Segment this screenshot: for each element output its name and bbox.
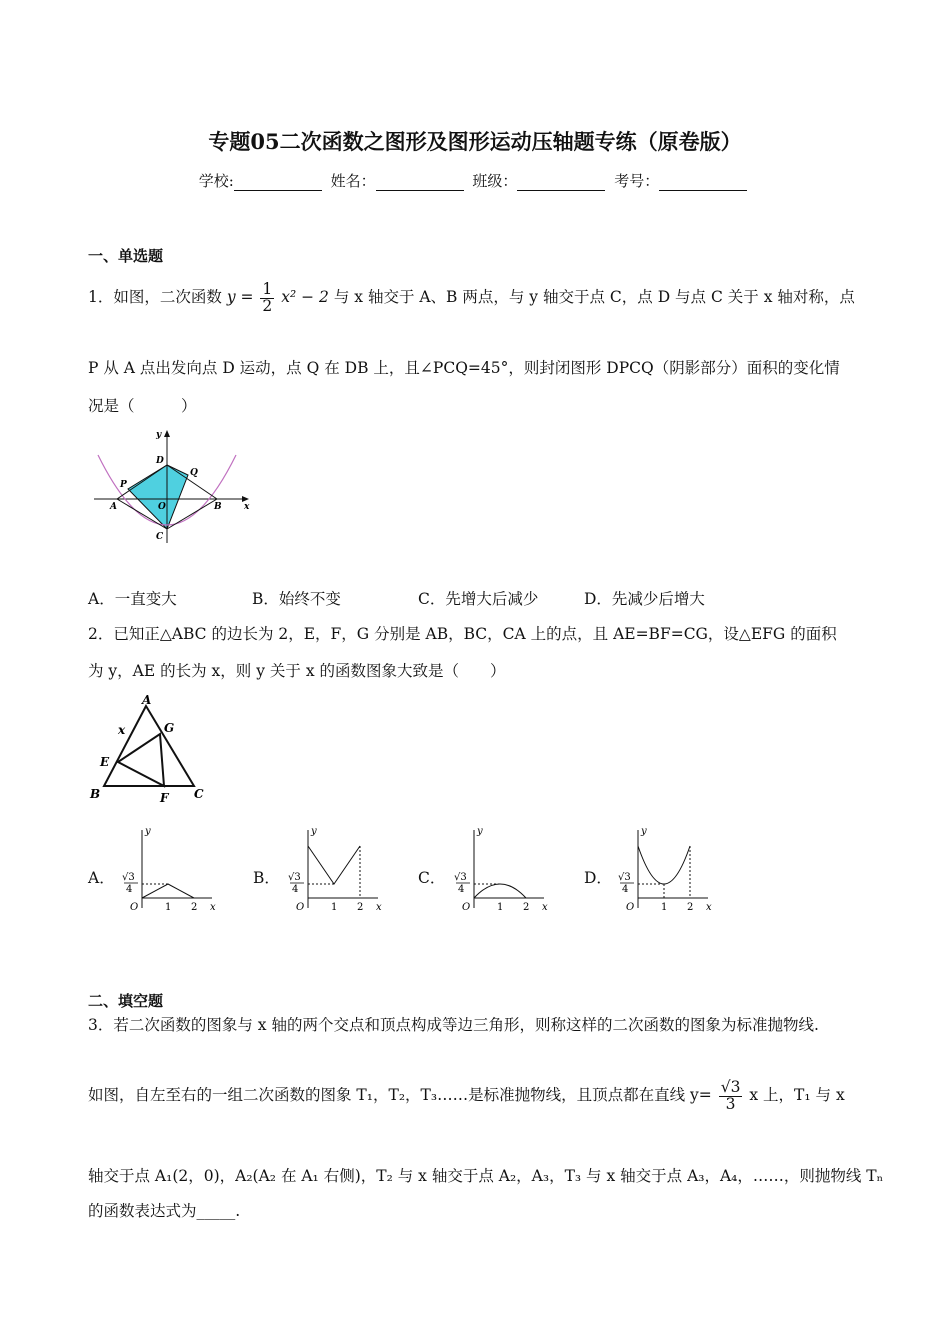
- graph-c-x-label: x: [542, 902, 548, 913]
- q2-graph-a[interactable]: [112, 824, 224, 916]
- q1-label-q: Q: [190, 468, 198, 478]
- graph-a-x-label: x: [210, 902, 216, 913]
- graph-a-origin: O: [130, 902, 139, 913]
- q1-label-a: A: [110, 502, 117, 512]
- q3-frac-den: 3: [725, 1094, 736, 1113]
- q1-label-p: P: [120, 480, 127, 490]
- q1-shaded-region: [128, 465, 188, 529]
- q2-triangle-abc: [104, 706, 194, 786]
- graph-d-x-label: x: [706, 902, 712, 913]
- graph-b-origin: O: [296, 902, 305, 913]
- graph-d-tick-1: 1: [661, 902, 668, 913]
- graph-a-four: 4: [126, 884, 133, 895]
- name-blank[interactable]: [376, 176, 464, 191]
- q1-frac-den: 2: [262, 296, 273, 315]
- q2-triangle-efg: [118, 734, 164, 786]
- q1-option-d[interactable]: D．先减少后增大: [584, 590, 705, 608]
- school-blank[interactable]: [234, 176, 322, 191]
- graph-a-tick-1: 1: [165, 902, 172, 913]
- q1-label-d: D: [156, 456, 164, 466]
- graph-a-y-label: y: [145, 826, 151, 837]
- q2-label-g: G: [164, 721, 175, 735]
- q1-formula-rest: x² − 2: [281, 288, 329, 306]
- q1-label-c: C: [156, 532, 164, 542]
- q2-graph-d[interactable]: [608, 824, 720, 916]
- graph-d-four: 4: [622, 884, 629, 895]
- q2-option-a[interactable]: A．: [88, 869, 115, 887]
- q1-label-x: x: [244, 502, 250, 512]
- section-heading-single-choice: 一、单选题: [88, 247, 164, 265]
- graph-c-four: 4: [458, 884, 465, 895]
- class-label: 班级：: [472, 172, 518, 190]
- graph-a-tick-2: 2: [191, 902, 198, 913]
- graph-d-curve: [638, 846, 690, 884]
- q2-label-f: F: [160, 791, 169, 805]
- graph-b-x-label: x: [376, 902, 382, 913]
- q2-graph-b[interactable]: [278, 824, 390, 916]
- graph-c-y-label: y: [477, 826, 483, 837]
- q1-option-c[interactable]: C．先增大后减少: [418, 590, 539, 608]
- graph-d-y-label: y: [641, 826, 647, 837]
- graph-d-origin: O: [626, 902, 635, 913]
- q1-formula-fraction: [260, 282, 274, 314]
- graph-b-curve: [308, 846, 360, 884]
- q1-formula-y: y =: [226, 288, 254, 306]
- graph-a-curve: [142, 884, 194, 898]
- q1-line1: [88, 282, 855, 314]
- section-heading-fill-blank: 二、填空题: [88, 992, 164, 1010]
- graph-c-curve: [474, 884, 526, 898]
- q2-label-a: A: [142, 693, 152, 707]
- graph-d-sqrt3: √3: [618, 872, 631, 883]
- q2-option-d[interactable]: D．: [584, 869, 612, 887]
- graph-a-sqrt3: √3: [122, 872, 135, 883]
- q1-option-b[interactable]: B．始终不变: [252, 590, 341, 608]
- q3-line4: 的函数表达式为_____.: [88, 1202, 241, 1220]
- q3-line2a: 如图，自左至右的一组二次函数的图象 T₁，T₂，T₃……是标准抛物线，且顶点都在直线 y=: [88, 1086, 712, 1104]
- graph-b-tick-1: 1: [331, 902, 338, 913]
- q1-label-o: O: [158, 502, 166, 512]
- q1-figure: [92, 425, 262, 555]
- graph-c-sqrt3: √3: [454, 872, 467, 883]
- q2-line1: 2．已知正△ABC 的边长为 2，E，F，G 分别是 AB，BC，CA 上的点，且 AE=BF=CG，设△EFG 的面积: [88, 625, 837, 643]
- q1-y-arrow: [164, 430, 170, 437]
- q1-frac-num: 1: [262, 280, 273, 298]
- graph-b-four: 4: [292, 884, 299, 895]
- q2-option-c[interactable]: C．: [418, 869, 446, 887]
- q1-label-b: B: [214, 502, 222, 512]
- graph-c-tick-2: 2: [523, 902, 530, 913]
- q2-graph-c[interactable]: [444, 824, 556, 916]
- number-blank[interactable]: [659, 176, 747, 191]
- q2-line2: 为 y，AE 的长为 x，则 y 关于 x 的函数图象大致是（ ）: [88, 662, 506, 680]
- q3-line3: 轴交于点 A₁(2，0)，A₂(A₂ 在 A₁ 右侧)，T₂ 与 x 轴交于点 A₂，A₃，T₃ 与 x 轴交于点 A₃，A₄，……，则抛物线 Tₙ: [88, 1167, 884, 1185]
- q3-line2b: x 上，T₁ 与 x: [749, 1086, 845, 1104]
- q2-label-e: E: [100, 755, 110, 769]
- q2-label-c: C: [194, 787, 204, 801]
- graph-c-origin: O: [462, 902, 471, 913]
- number-label: 考号：: [614, 172, 660, 190]
- class-blank[interactable]: [517, 176, 605, 191]
- q2-label-b: B: [90, 787, 101, 801]
- q1-label-y: y: [156, 430, 162, 440]
- school-label: 学校:: [198, 172, 234, 190]
- q1-line3: 况是（ ）: [88, 397, 197, 415]
- page-title: 专题05二次函数之图形及图形运动压轴题专练（原卷版）: [208, 129, 742, 154]
- q2-triangle-figure: [86, 692, 216, 807]
- student-info-line: [0, 170, 950, 191]
- q1-option-a[interactable]: A．一直变大: [88, 590, 177, 608]
- q3-frac-num: √3: [720, 1078, 741, 1096]
- q2-option-b[interactable]: B．: [253, 869, 280, 887]
- q3-fraction: [719, 1080, 743, 1112]
- graph-b-tick-2: 2: [357, 902, 364, 913]
- q1-line2: P 从 A 点出发向点 D 运动，点 Q 在 DB 上，且∠PCQ=45°，则封闭图形 DPCQ（阴影部分）面积的变化情: [88, 359, 840, 377]
- q1-num: 1．如图，二次函数: [88, 288, 222, 306]
- graph-b-sqrt3: √3: [288, 872, 301, 883]
- q2-label-x: x: [118, 723, 126, 737]
- q1-text-after: 与 x 轴交于 A、B 两点，与 y 轴交于点 C，点 D 与点 C 关于 x 轴对称，点: [333, 288, 855, 306]
- q3-line1: 3．若二次函数的图象与 x 轴的两个交点和顶点构成等边三角形，则称这样的二次函数的图象为标准抛物线.: [88, 1016, 819, 1034]
- name-label: 姓名：: [330, 172, 376, 190]
- graph-c-tick-1: 1: [497, 902, 504, 913]
- graph-d-tick-2: 2: [687, 902, 694, 913]
- graph-b-y-label: y: [311, 826, 317, 837]
- q3-line2: [88, 1080, 845, 1112]
